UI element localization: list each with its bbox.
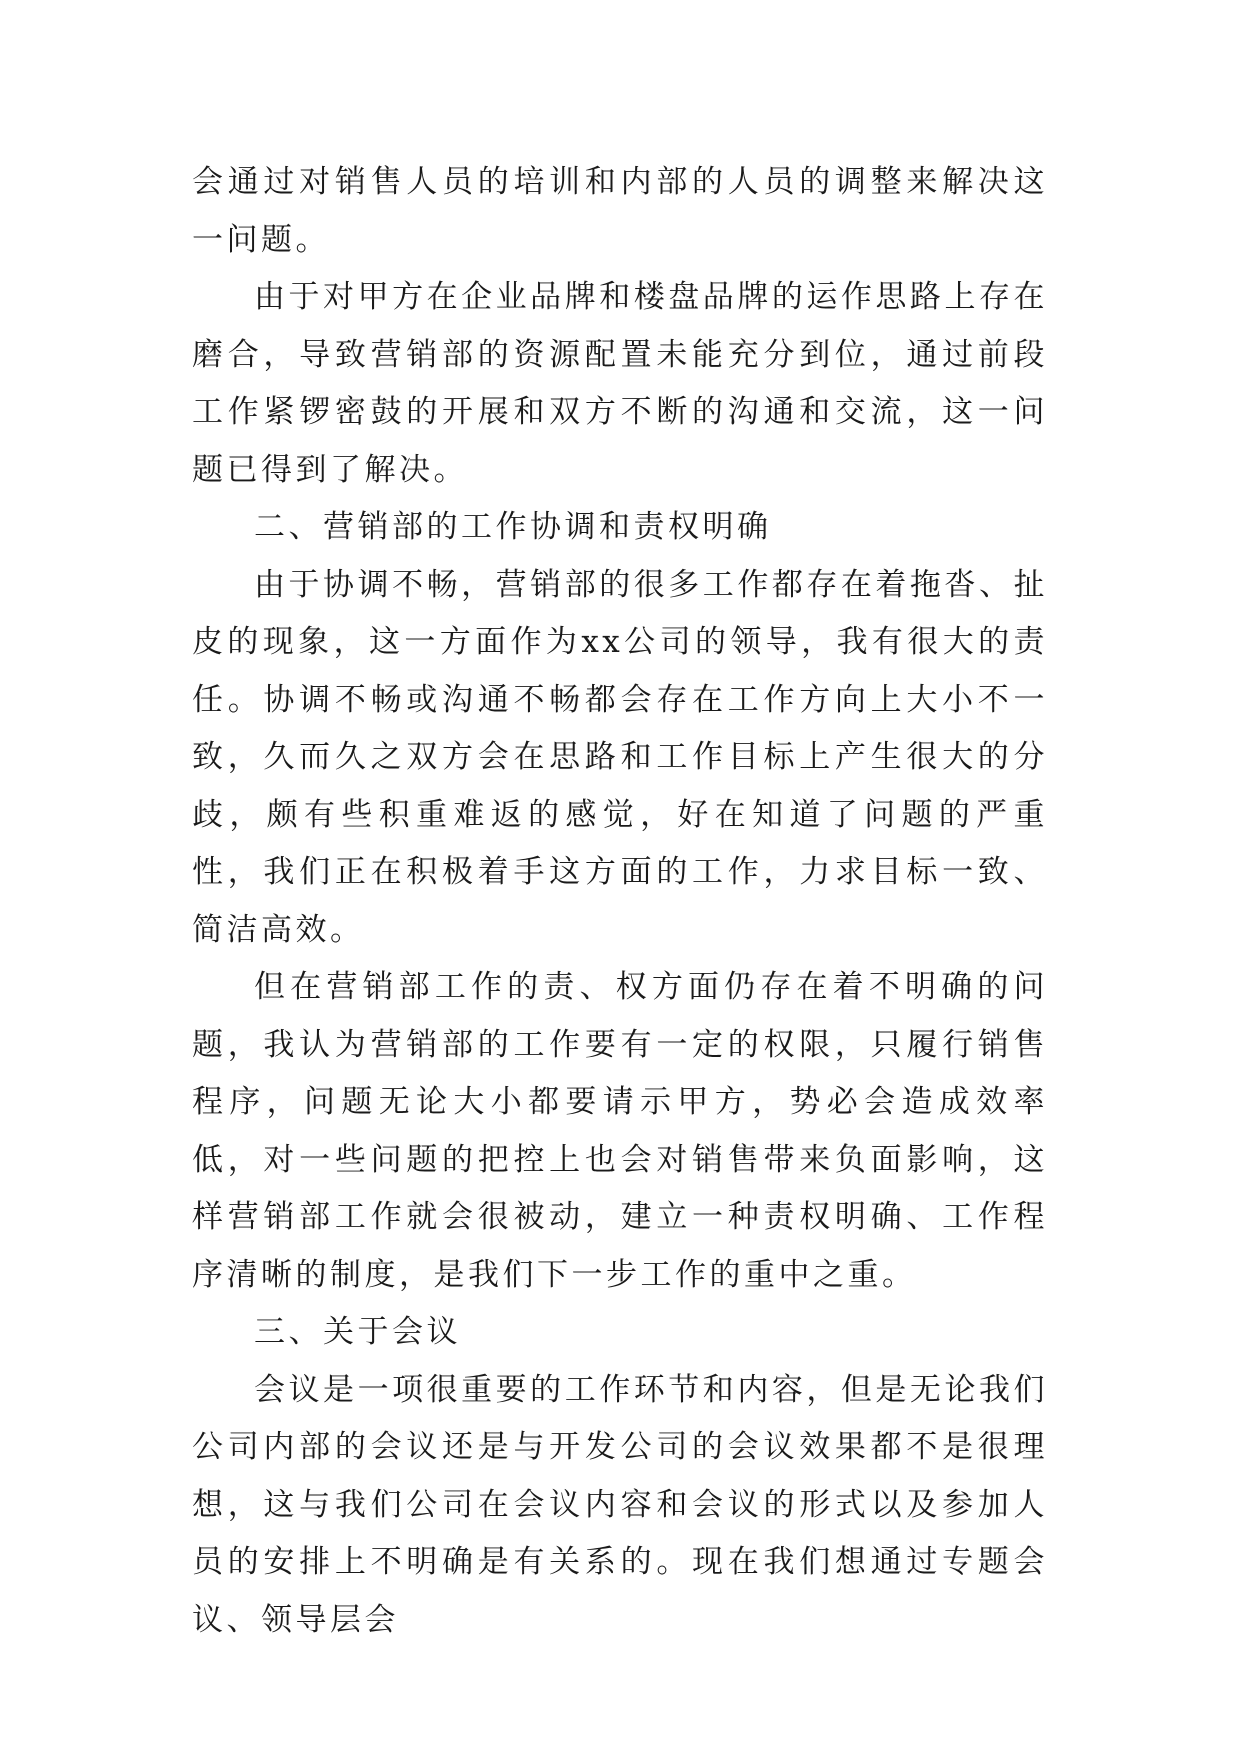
document-body [192,154,1048,1649]
section-heading-coordination: 二、营销部的工作协调和责权明确 [254,509,772,545]
paragraph-coordination-issues: 由于协调不畅，营销部的很多工作都存在着拖沓、扯皮的现象，这一方面作为xx公司的领导，我有很大的责任。协调不畅或沟通不畅都会存在工作方向上大小不一致，久而久之双方会在思路和工作目标上产生很大的分歧，颇有些积重难返的感觉，好在知道了问题的严重性，我们正在积极着手这方面的工作，力求目标一致、简洁高效。 [192,566,1048,948]
section-heading-meetings: 三、关于会议 [254,1314,461,1350]
paragraph-authority-issues: 但在营销部工作的责、权方面仍存在着不明确的问题，我认为营销部的工作要有一定的权限，只履行销售程序，问题无论大小都要请示甲方，势必会造成效率低，对一些问题的把控上也会对销售带来负面影响，这样营销部工作就会很被动，建立一种责权明确、工作程序清晰的制度，是我们下一步工作的重中之重。 [192,969,1048,1293]
paragraph-continuation: 会通过对销售人员的培训和内部的人员的调整来解决这一问题。 [192,164,1048,258]
paragraph-meetings: 会议是一项很重要的工作环节和内容，但是无论我们公司内部的会议还是与开发公司的会议效果都不是很理想，这与我们公司在会议内容和会议的形式以及参加人员的安排上不明确是有关系的。现在我们想通过专题会议、领导层会 [192,1371,1048,1638]
paragraph-brand-resources: 由于对甲方在企业品牌和楼盘品牌的运作思路上存在磨合，导致营销部的资源配置未能充分到位，通过前段工作紧锣密鼓的开展和双方不断的沟通和交流，这一问题已得到了解决。 [192,279,1048,488]
